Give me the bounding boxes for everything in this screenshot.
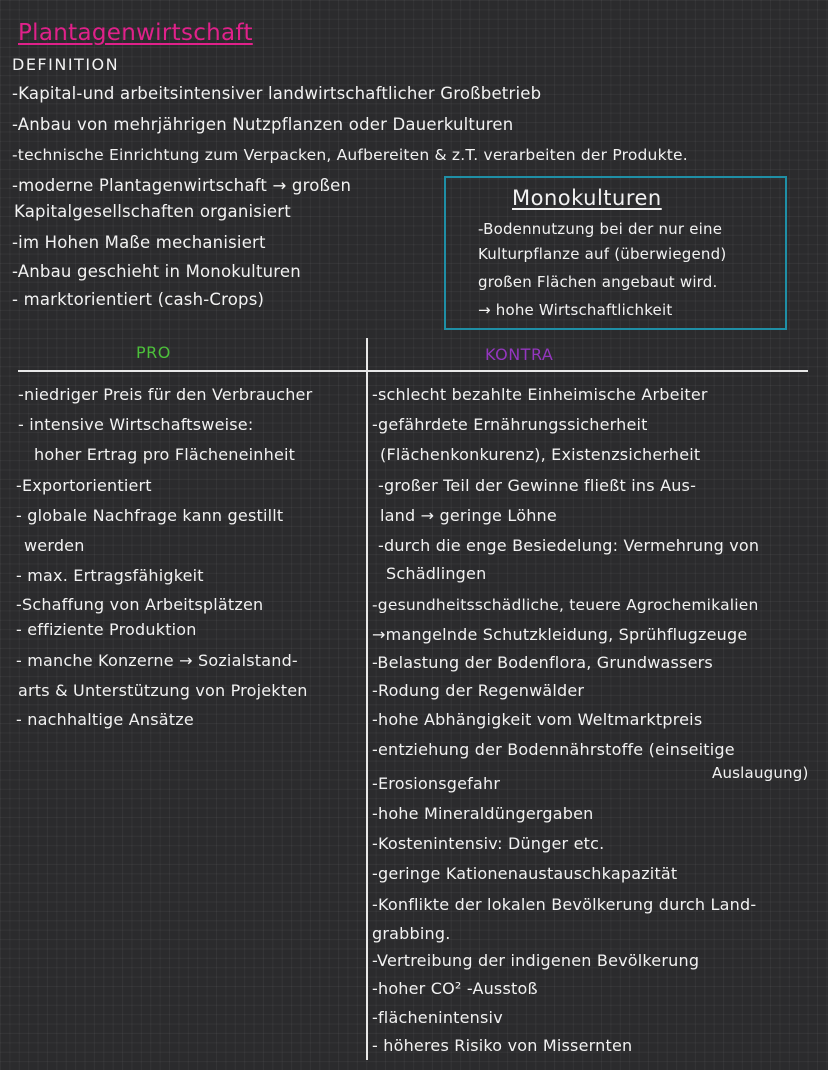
- kontra-item: -gefährdete Ernährungssicherheit: [372, 415, 648, 434]
- kontra-item: -gesundheitsschädliche, teuere Agrochemikalien: [372, 596, 759, 614]
- definition-label: DEFINITION: [12, 55, 120, 74]
- definition-line: - marktorientiert (cash-Crops): [12, 290, 265, 309]
- pro-item: werden: [24, 536, 85, 555]
- kontra-item: -Konflikte der lokalen Bevölkerung durch Land-: [372, 895, 757, 914]
- definition-line: Kapitalgesellschaften organisiert: [14, 202, 291, 221]
- table-horizontal-divider: [18, 370, 808, 372]
- pro-item: - globale Nachfrage kann gestillt: [16, 506, 284, 525]
- definition-line: -Anbau geschieht in Monokulturen: [12, 262, 301, 281]
- pro-item: - max. Ertragsfähigkeit: [16, 566, 204, 585]
- monokulturen-box: [444, 176, 787, 330]
- kontra-item: -durch die enge Besiedelung: Vermehrung von: [378, 536, 760, 555]
- pro-heading: PRO: [136, 343, 171, 362]
- kontra-item: -hohe Abhängigkeit vom Weltmarktpreis: [372, 710, 703, 729]
- kontra-item-note: Auslaugung): [712, 764, 809, 782]
- kontra-item: -Vertreibung der indigenen Bevölkerung: [372, 951, 700, 970]
- kontra-item: land → geringe Löhne: [380, 506, 557, 525]
- kontra-item: -Rodung der Regenwälder: [372, 681, 585, 700]
- pro-item: hoher Ertrag pro Flächeneinheit: [34, 445, 296, 464]
- kontra-item: -hohe Mineraldüngergaben: [372, 804, 594, 823]
- definition-line: -moderne Plantagenwirtschaft → großen: [12, 176, 352, 195]
- pro-item: - manche Konzerne → Sozialstand-: [16, 651, 298, 670]
- kontra-item: -flächenintensiv: [372, 1008, 503, 1027]
- kontra-item: -schlecht bezahlte Einheimische Arbeiter: [372, 385, 708, 404]
- kontra-item: -hoher CO² -Ausstoß: [372, 979, 538, 998]
- kontra-item: →mangelnde Schutzkleidung, Sprühflugzeuge: [372, 625, 748, 644]
- monokulturen-line: → hohe Wirtschaftlichkeit: [478, 301, 673, 319]
- kontra-heading: KONTRA: [485, 345, 554, 364]
- kontra-item: -geringe Kationenaustauschkapazität: [372, 864, 678, 883]
- monokulturen-line: großen Flächen angebaut wird.: [478, 273, 718, 291]
- definition-line: -Kapital-und arbeitsintensiver landwirtschaftlicher Großbetrieb: [12, 84, 542, 103]
- kontra-item: -großer Teil der Gewinne fließt ins Aus-: [378, 476, 697, 495]
- table-vertical-divider: [366, 338, 368, 1060]
- monokulturen-line: -Bodennutzung bei der nur eine: [478, 220, 723, 238]
- definition-line: -Anbau von mehrjährigen Nutzpflanzen oder Dauerkulturen: [12, 115, 514, 134]
- pro-item: - intensive Wirtschaftsweise:: [18, 415, 254, 434]
- pro-item: -niedriger Preis für den Verbraucher: [18, 385, 313, 404]
- kontra-item: -entziehung der Bodennährstoffe (einseitige: [372, 740, 735, 759]
- kontra-item: -Kostenintensiv: Dünger etc.: [372, 834, 605, 853]
- pro-item: - effiziente Produktion: [16, 620, 197, 639]
- kontra-item: -Belastung der Bodenflora, Grundwassers: [372, 653, 713, 672]
- kontra-item: (Flächenkonkurenz), Existenzsicherheit: [380, 445, 701, 464]
- kontra-item: Schädlingen: [386, 564, 487, 583]
- pro-item: -Schaffung von Arbeitsplätzen: [16, 595, 264, 614]
- pro-item: -Exportorientiert: [16, 476, 152, 495]
- page-title: Plantagenwirtschaft: [18, 20, 253, 46]
- definition-line: -im Hohen Maße mechanisiert: [12, 233, 266, 252]
- pro-item: arts & Unterstützung von Projekten: [18, 681, 308, 700]
- monokulturen-line: Kulturpflanze auf (überwiegend): [478, 245, 727, 263]
- kontra-item: grabbing.: [372, 924, 451, 943]
- kontra-item: -Erosionsgefahr: [372, 774, 501, 793]
- definition-line: -technische Einrichtung zum Verpacken, Aufbereiten & z.T. verarbeiten der Produkte.: [12, 146, 688, 164]
- monokulturen-title: Monokulturen: [512, 186, 662, 210]
- pro-item: - nachhaltige Ansätze: [16, 710, 194, 729]
- kontra-item: - höheres Risiko von Missernten: [372, 1036, 633, 1055]
